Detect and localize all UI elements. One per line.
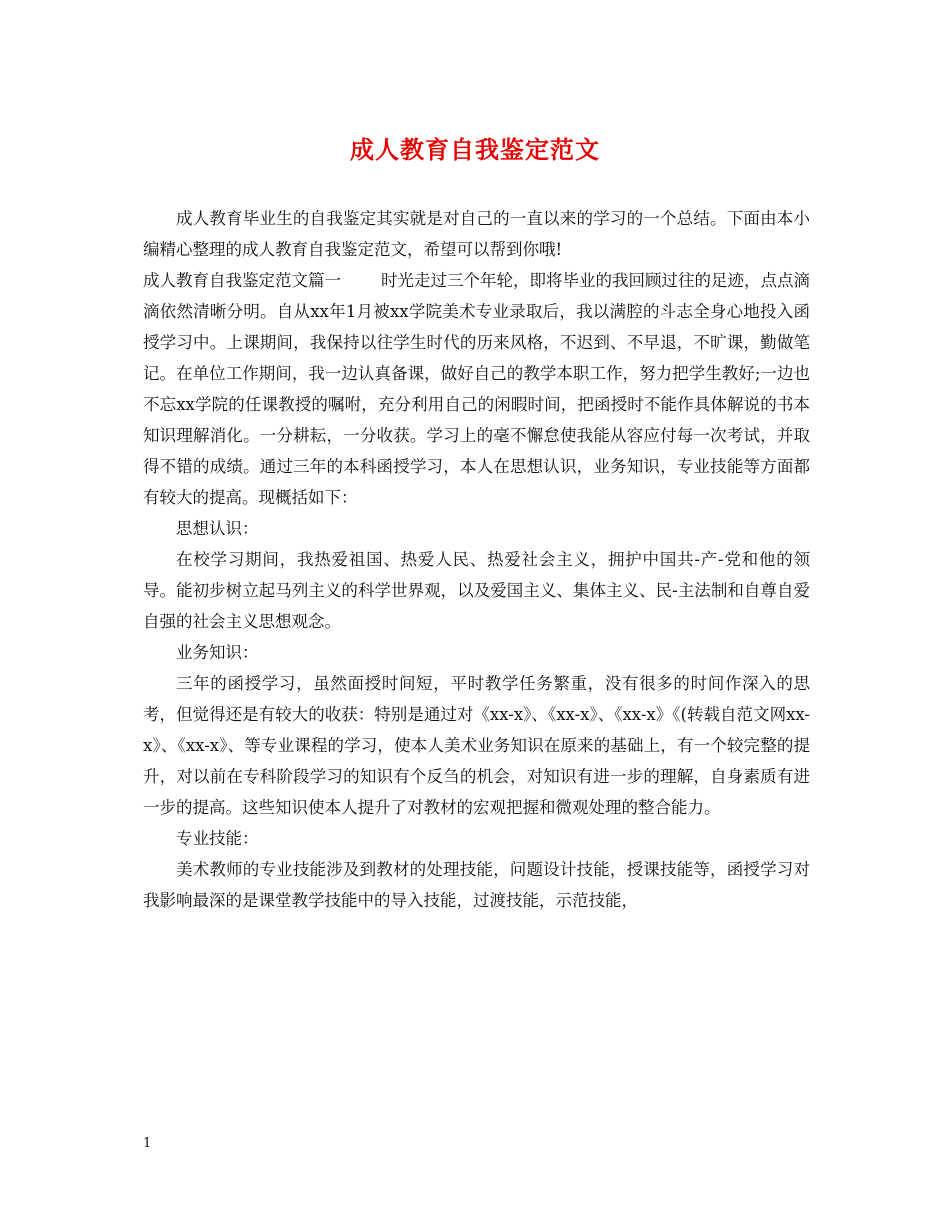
document-body bbox=[143, 203, 810, 916]
paragraph-skills: 美术教师的专业技能涉及到教材的处理技能，问题设计技能，授课技能等，函授学习对我影响最深的是课堂教学技能中的导入技能，过渡技能，示范技能， bbox=[143, 860, 810, 910]
paragraph-business: 三年的函授学习，虽然面授时间短，平时教学任务繁重，没有很多的时间作深入的思考，但觉得还是有较大的收获：特别是通过对《xx-x》、《xx-x》、《xx-x》《(转载自范文网xx-x》、《xx-x》、等专业课程的学习，使本人美术业务知识在原来的基础上，有一个较完整的提升，对以前在专科阶段学习的知识有个反刍的机会，对知识有进一步的理解，自身素质有进一步的提高。这些知识使本人提升了对教材的宏观把握和微观处理的整合能力。 bbox=[143, 674, 810, 817]
section-paragraph bbox=[143, 265, 810, 513]
page-number: 1 bbox=[143, 1136, 152, 1151]
heading-thought: 思想认识： bbox=[176, 519, 259, 538]
document-title: 成人教育自我鉴定范文 bbox=[350, 135, 600, 164]
heading-skills: 专业技能： bbox=[176, 829, 259, 848]
section-label: 成人教育自我鉴定范文篇一 bbox=[143, 271, 341, 290]
heading-business: 业务知识： bbox=[176, 643, 259, 662]
paragraph-thought: 在校学习期间，我热爱祖国、热爱人民、热爱社会主义，拥护中国共-产-党和他的领导。能初步树立起马列主义的科学世界观，以及爱国主义、集体主义、民-主法制和自尊自爱自强的社会主义思想观念。 bbox=[143, 550, 810, 631]
intro-paragraph: 成人教育毕业生的自我鉴定其实就是对自己的一直以来的学习的一个总结。下面由本小编精心整理的成人教育自我鉴定范文，希望可以帮到你哦! bbox=[143, 209, 810, 259]
section-text: 时光走过三个年轮，即将毕业的我回顾过往的足迹，点点滴滴依然清晰分明。自从xx年1月被xx学院美术专业录取后，我以满腔的斗志全身心地投入函授学习中。上课期间，我保持以往学生时代的历来风格，不迟到、不早退，不旷课，勤做笔记。在单位工作期间，我一边认真备课，做好自己的教学本职工作，努力把学生教好;一边也不忘xx学院的任课教授的嘱咐，充分利用自己的闲暇时间，把函授时不能作具体解说的书本知识理解消化。一分耕耘，一分收获。学习上的毫不懈怠使我能从容应付每一次考试，并取得不错的成绩。通过三年的本科函授学习，本人在思想认识，业务知识，专业技能等方面都有较大的提高。现概括如下： bbox=[143, 271, 810, 507]
